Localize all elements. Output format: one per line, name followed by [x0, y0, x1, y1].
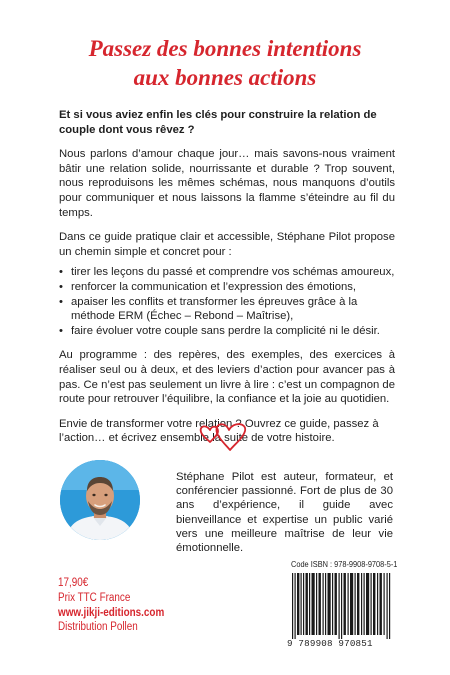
author-bio: Stéphane Pilot est auteur, formateur, et conférencier passionné. Fort de plus de 30 ans d’expérience, il guide avec bienveillance et expertise un public varié vers une meilleure maîtrise de leur vie émotionnelle. [176, 471, 393, 555]
double-heart-icon [196, 418, 254, 454]
title-line-2: aux bonnes actions [133, 65, 317, 90]
back-cover-text [59, 108, 395, 456]
intro-paragraph: Nous parlons d’amour chaque jour… mais savons-nous vraiment bâtir une relation solide, nourrissante et durable ? Trop souvent, nous reproduisons les mêmes schémas, nous manquons d’outils pour communiquer et nous laissons la flamme s’éteindre au fil du temps. [59, 148, 395, 219]
publisher-info [58, 576, 164, 635]
program-paragraph: Au programme : des repères, des exemples, des exercices à réaliser seul ou à deux, et des leviers d’action pour avancer pas à pas. Ce n’est pas seulement un livre à lire : c’est un compagnon de route pour retrouver l’équilibre, la confiance et la joie au quotidien. [59, 349, 395, 406]
lead-question: Et si vous aviez enfin les clés pour construire la relation de couple dont vous rêvez ? [59, 109, 377, 136]
guide-paragraph: Dans ce guide pratique clair et accessible, Stéphane Pilot propose un chemin simple et concret pour : [59, 231, 395, 258]
barcode-digits: 9 789908 970851 [287, 638, 373, 649]
author-portrait-icon [60, 460, 140, 540]
list-item: • renforcer la communication et l’expression des émotions, [59, 280, 395, 295]
price: 17,90€ [58, 577, 89, 589]
isbn-label: Code ISBN : 978-9908-9708-5-1 [291, 559, 398, 569]
page-title [0, 34, 450, 92]
list-item: • faire évoluer votre couple sans perdre la complicité ni le désir. [59, 324, 395, 339]
title-line-1: Passez des bonnes intentions [88, 36, 362, 61]
closing-paragraph: Envie de transformer votre relation ? Ouvrez ce guide, passez à l’action… et écrivez ensemble la suite de votre histoire. [59, 417, 379, 445]
barcode-icon [291, 573, 393, 639]
publisher-website-link[interactable]: www.jikji-editions.com [58, 606, 165, 619]
list-item: • tirer les leçons du passé et comprendre vos schémas amoureux, [59, 265, 395, 280]
list-item: • apaiser les conflits et transformer les épreuves grâce à la méthode ERM (Échec – Rebond – Maîtrise), [59, 295, 395, 324]
distribution-note: Distribution Pollen [58, 621, 138, 634]
benefits-list [59, 265, 395, 338]
price-tax-note: Prix TTC France [58, 591, 131, 604]
